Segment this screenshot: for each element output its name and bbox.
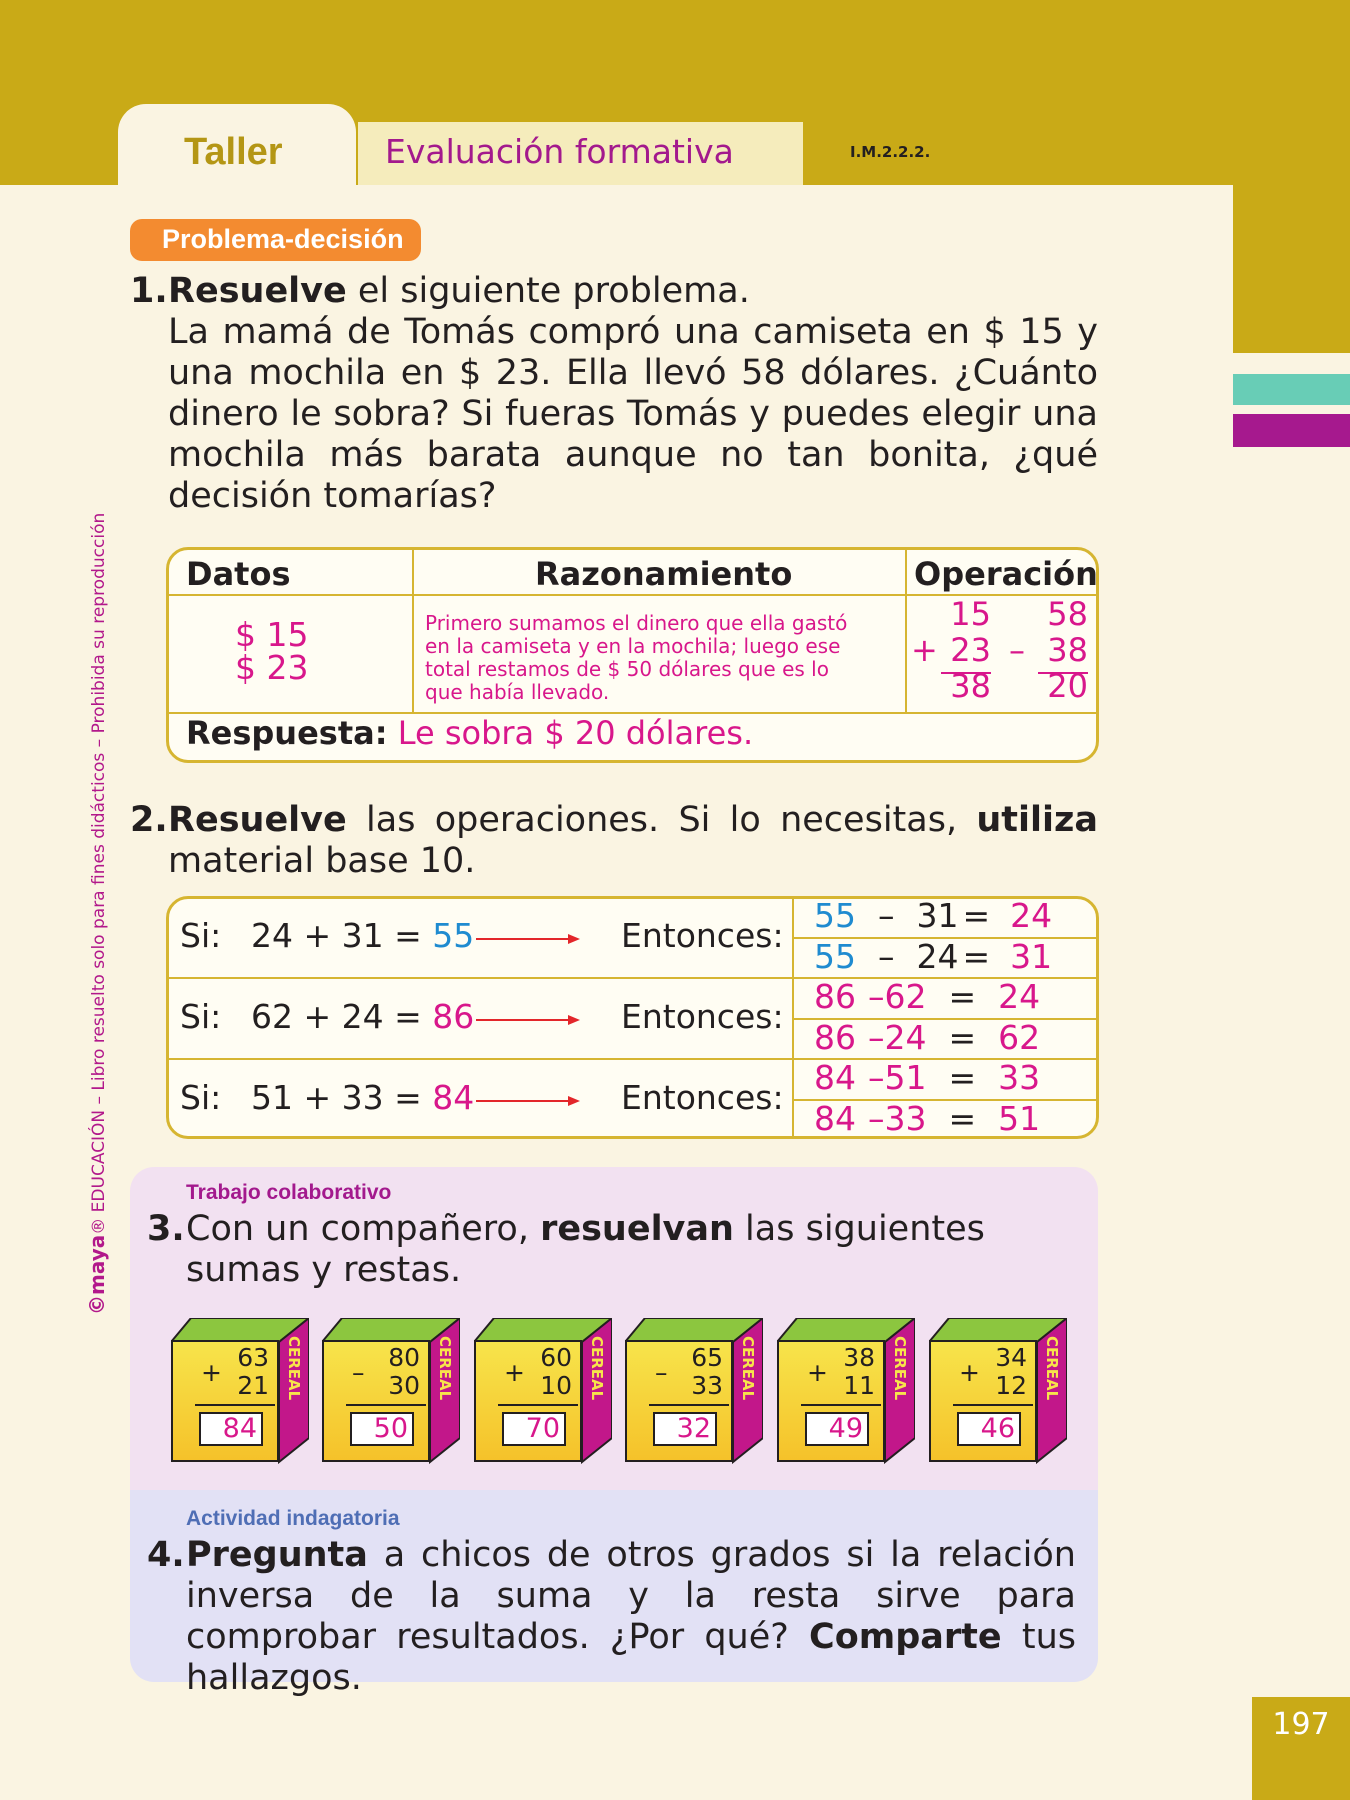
arrow-icon — [476, 1010, 580, 1030]
sub-minuend: 84 — [814, 1058, 856, 1097]
sub-eq: = — [948, 1099, 977, 1138]
sub-op: – — [878, 896, 895, 935]
q3-verb: resuelvan — [540, 1209, 734, 1249]
divider — [412, 550, 414, 712]
sub-op: – — [878, 937, 895, 976]
sub-eq: = — [948, 1058, 977, 1097]
addend-a: 60 — [540, 1343, 572, 1372]
box-brand: CEREAL — [588, 1336, 606, 1401]
sub-op: – — [868, 977, 885, 1016]
operation-sign: + — [504, 1358, 525, 1387]
answer-box: 84 — [199, 1412, 263, 1446]
header-datos: Datos — [186, 555, 291, 593]
publisher-brand: ©maya — [85, 1234, 109, 1315]
sub-op: – — [868, 1058, 885, 1097]
sum-result: 84 — [432, 1078, 475, 1117]
addend-b: 33 — [691, 1371, 723, 1400]
side-credit — [85, 513, 109, 1315]
indicator-code: I.M.2.2.2. — [850, 143, 931, 161]
cereal-box — [625, 1318, 763, 1464]
addend-a: 63 — [237, 1343, 269, 1372]
section-title: Evaluación formativa — [358, 122, 803, 185]
box-brand: CEREAL — [436, 1336, 454, 1401]
answer-box: 46 — [957, 1412, 1021, 1446]
sub-op: – — [868, 1018, 885, 1057]
sub-row — [814, 937, 1052, 976]
sub-minuend: 55 — [814, 896, 856, 935]
result-line — [346, 1404, 426, 1406]
q2-mid: las operaciones. Si lo necesitas, — [346, 800, 977, 840]
q2-line1 — [168, 800, 1098, 841]
dato-value: $ 23 — [235, 648, 309, 687]
credit-text: ® EDUCACIÓN – Libro resuelto solo para fines didácticos – Prohibida su reproducción — [89, 512, 109, 1235]
operation-sign: – — [352, 1358, 365, 1387]
op-add-result: 38 — [950, 667, 991, 705]
sub-eq: = — [948, 977, 977, 1016]
indagatoria-label: Actividad indagatoria — [186, 1507, 400, 1530]
sub-op: – — [868, 1099, 885, 1138]
page-number: 197 — [1252, 1697, 1350, 1800]
entonces-label: Entonces: — [621, 997, 784, 1036]
result-line — [649, 1404, 729, 1406]
q1-table — [166, 547, 1099, 763]
sub-row — [814, 1058, 1040, 1097]
q4-text — [186, 1535, 1076, 1699]
sum-operands: 62 + 24 = — [251, 997, 433, 1036]
operation-sign: + — [201, 1358, 222, 1387]
q3-pre: Con un compañero, — [186, 1209, 541, 1249]
addend-b: 11 — [843, 1371, 875, 1400]
addend-b: 21 — [237, 1371, 269, 1400]
sub-result: 31 — [1010, 937, 1053, 976]
q4-end: tus hallazgos. — [186, 1617, 1076, 1698]
razonamiento-text: Primero sumamos el dinero que ella gastó en la camiseta y en la mochila; luego ese total restamos de $ 50 dólares que es lo que había llevado. — [425, 611, 848, 704]
sub-subtrahend: 24 — [916, 937, 959, 976]
result-line — [801, 1404, 881, 1406]
op-sub-result: 20 — [1047, 667, 1088, 705]
op-sub-sign: – — [1009, 631, 1025, 669]
sub-result: 62 — [998, 1018, 1041, 1057]
problem-tag: Problema-decisión — [130, 219, 421, 261]
q3-number: 3. — [147, 1209, 185, 1249]
operation-sign: + — [807, 1358, 828, 1387]
entonces-label: Entonces: — [621, 1078, 784, 1117]
q4-verb2: Comparte — [809, 1617, 1002, 1657]
sub-result: 51 — [998, 1099, 1041, 1138]
box-brand: CEREAL — [1043, 1336, 1061, 1401]
sum-expression — [251, 997, 474, 1036]
sub-eq: = — [962, 937, 991, 976]
sub-eq: = — [948, 1018, 977, 1057]
si-label: Si: — [180, 1078, 222, 1117]
sub-result: 24 — [998, 977, 1041, 1016]
addend-b: 30 — [388, 1371, 420, 1400]
op-add-sign: + — [911, 631, 938, 669]
q2-verb2: utiliza — [976, 800, 1098, 840]
sub-minuend: 55 — [814, 937, 856, 976]
cereal-box — [171, 1318, 309, 1464]
addend-b: 10 — [540, 1371, 572, 1400]
sub-result: 24 — [1010, 896, 1053, 935]
sum-operands: 51 + 33 = — [251, 1078, 433, 1117]
q2-number: 2. — [130, 800, 168, 840]
cereal-box — [777, 1318, 915, 1464]
sub-eq: = — [962, 896, 991, 935]
q4-mid: a chicos de otros grados si la relación inversa de la suma y la resta sirve para comprobar resultados. ¿Por qué? — [186, 1535, 1076, 1657]
divider — [905, 550, 907, 712]
corner-band — [1233, 0, 1350, 353]
answer-box: 50 — [350, 1412, 414, 1446]
q1-heading — [168, 271, 1098, 312]
op-sub-b: 38 — [1047, 631, 1088, 669]
magenta-stripe — [1233, 414, 1350, 447]
sub-row — [814, 896, 1052, 935]
sum-expression — [251, 916, 474, 955]
addend-b: 12 — [995, 1371, 1027, 1400]
tab-taller: Taller — [118, 104, 356, 185]
respuesta — [186, 714, 753, 752]
arrow-icon — [476, 929, 580, 949]
q1-verb: Resuelve — [168, 271, 347, 311]
q1-body: La mamá de Tomás compró una camiseta en $ 15 y una mochila en $ 23. Ella llevó 58 dólares. ¿Cuánto dinero le sobra? Si fueras Tomás y puedes elegir una mochila más barata aunque no tan bonita, ¿qué decisión tomarías? — [168, 312, 1098, 516]
respuesta-value: Le sobra $ 20 dólares. — [397, 714, 754, 752]
q2-verb: Resuelve — [168, 800, 347, 840]
si-label: Si: — [180, 997, 222, 1036]
entonces-label: Entonces: — [621, 916, 784, 955]
q1-intro: el siguiente problema. — [346, 271, 750, 311]
q2-line2: material base 10. — [168, 841, 476, 881]
q4-verb: Pregunta — [186, 1535, 368, 1575]
sum-result: 86 — [432, 997, 475, 1036]
header-operacion: Operación — [914, 555, 1098, 593]
sum-result: 55 — [432, 916, 475, 955]
addend-a: 34 — [995, 1343, 1027, 1372]
teal-stripe — [1233, 374, 1350, 405]
si-label: Si: — [180, 916, 222, 955]
q1-number: 1. — [130, 271, 168, 311]
arrow-icon — [476, 1091, 580, 1111]
sub-minuend: 84 — [814, 1099, 856, 1138]
datos-values — [235, 615, 309, 687]
q3-text — [186, 1209, 1086, 1291]
respuesta-label: Respuesta: — [186, 714, 388, 752]
answer-box: 49 — [805, 1412, 869, 1446]
sub-subtrahend: 24 — [884, 1018, 927, 1057]
box-brand: CEREAL — [891, 1336, 909, 1401]
cereal-box — [474, 1318, 612, 1464]
sum-operands: 24 + 31 = — [251, 916, 433, 955]
addend-a: 80 — [388, 1343, 420, 1372]
sub-subtrahend: 31 — [916, 896, 959, 935]
header-razonamiento: Razonamiento — [535, 555, 793, 593]
sub-subtrahend: 62 — [884, 977, 927, 1016]
sub-minuend: 86 — [814, 1018, 856, 1057]
addend-a: 65 — [691, 1343, 723, 1372]
box-brand: CEREAL — [285, 1336, 303, 1401]
q2-table — [166, 896, 1099, 1139]
op-add-b: 23 — [950, 631, 991, 669]
cereal-box — [322, 1318, 460, 1464]
sub-result: 33 — [998, 1058, 1041, 1097]
addend-a: 38 — [843, 1343, 875, 1372]
sub-subtrahend: 33 — [884, 1099, 927, 1138]
dato-value: $ 15 — [235, 615, 309, 654]
op-add-a: 15 — [950, 595, 991, 633]
sum-expression — [251, 1078, 474, 1117]
result-line — [498, 1404, 578, 1406]
cereal-box — [929, 1318, 1067, 1464]
op-sub-a: 58 — [1047, 595, 1088, 633]
result-line — [195, 1404, 275, 1406]
operation-sign: + — [959, 1358, 980, 1387]
answer-box: 70 — [502, 1412, 566, 1446]
sub-minuend: 86 — [814, 977, 856, 1016]
box-brand: CEREAL — [739, 1336, 757, 1401]
answer-box: 32 — [653, 1412, 717, 1446]
q4-number: 4. — [147, 1535, 185, 1575]
operation-sign: – — [655, 1358, 668, 1387]
collab-label: Trabajo colaborativo — [186, 1181, 392, 1204]
q3-post: las siguientes sumas y restas. — [186, 1209, 985, 1290]
sub-row — [814, 1018, 1040, 1057]
sub-subtrahend: 51 — [884, 1058, 927, 1097]
result-line — [953, 1404, 1033, 1406]
sub-row — [814, 977, 1040, 1016]
sub-row — [814, 1099, 1040, 1138]
